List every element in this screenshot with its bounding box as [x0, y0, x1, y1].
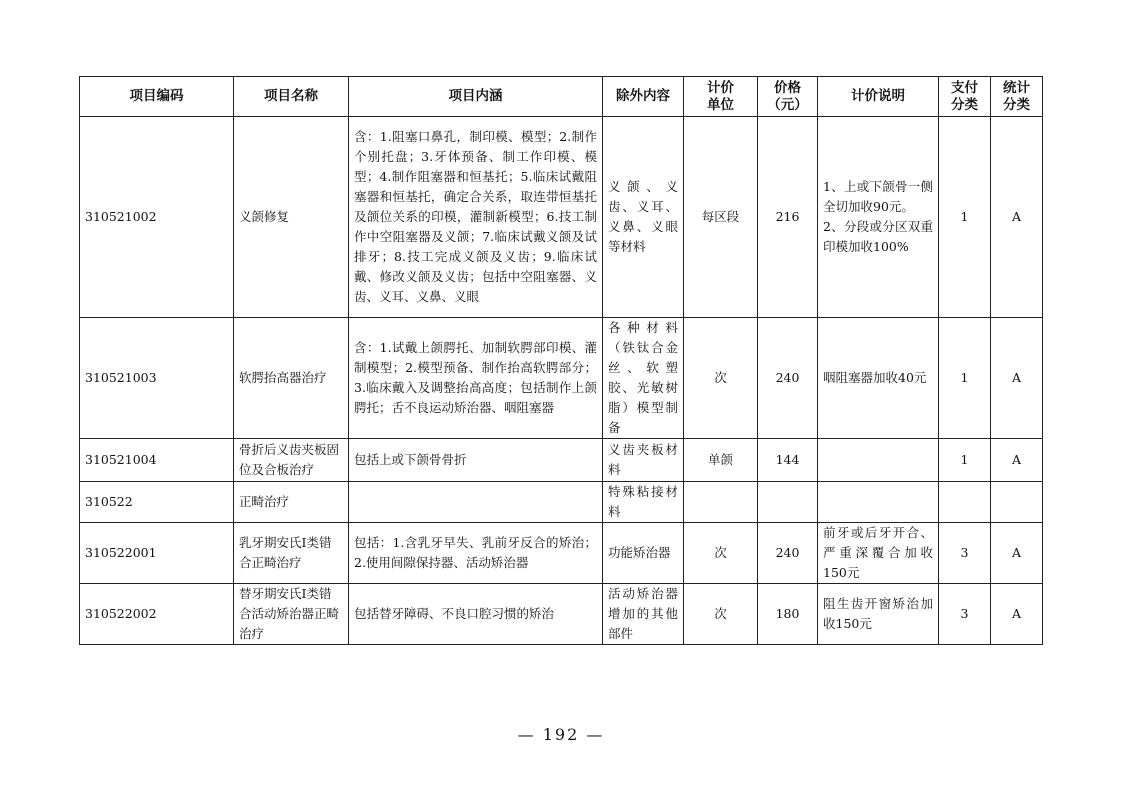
cell-code: 310521004 [80, 439, 234, 482]
header-stat-line1: 统计 [1003, 79, 1030, 96]
cell-pay: 3 [939, 584, 991, 645]
header-content: 项目内涵 [349, 77, 603, 117]
cell-code: 310521002 [80, 117, 234, 318]
cell-name: 骨折后义齿夹板固位及合板治疗 [234, 439, 349, 482]
cell-unit: 单颌 [684, 439, 758, 482]
cell-pay [939, 482, 991, 523]
cell-note: 前牙或后牙开合、严重深覆合加收150元 [818, 523, 939, 584]
table-row [80, 584, 1043, 645]
header-unit [684, 77, 758, 117]
cell-content: 包括上或下颌骨骨折 [349, 439, 603, 482]
cell-content: 包括替牙障碍、不良口腔习惯的矫治 [349, 584, 603, 645]
cell-code: 310522 [80, 482, 234, 523]
header-pay [939, 77, 991, 117]
cell-price: 216 [758, 117, 818, 318]
cell-exclusions: 特殊粘接材料 [603, 482, 684, 523]
cell-code: 310522002 [80, 584, 234, 645]
cell-exclusions: 义齿夹板材料 [603, 439, 684, 482]
header-unit-line2: 单位 [707, 96, 734, 113]
cell-pay: 1 [939, 439, 991, 482]
cell-content [349, 482, 603, 523]
cell-stat: A [991, 584, 1043, 645]
table-row [80, 482, 1043, 523]
table-row [80, 318, 1043, 439]
header-stat-line2: 分类 [1003, 96, 1030, 113]
header-price-line1: 价格 [774, 79, 801, 96]
cell-name: 替牙期安氏Ⅰ类错合活动矫治器正畸治疗 [234, 584, 349, 645]
cell-name: 乳牙期安氏Ⅰ类错合正畸治疗 [234, 523, 349, 584]
header-price [758, 77, 818, 117]
cell-unit: 次 [684, 523, 758, 584]
header-pay-line1: 支付 [951, 79, 978, 96]
cell-stat: A [991, 318, 1043, 439]
cell-unit: 次 [684, 318, 758, 439]
page-number: — 192 — [517, 725, 605, 744]
table-row [80, 117, 1043, 318]
cell-price: 240 [758, 523, 818, 584]
cell-note: 1、上或下颌骨一侧全切加收90元。 2、分段或分区双重印模加收100% [818, 117, 939, 318]
cell-exclusions: 活动矫治器增加的其他部件 [603, 584, 684, 645]
cell-stat: A [991, 523, 1043, 584]
header-name: 项目名称 [234, 77, 349, 117]
cell-name: 软腭抬高器治疗 [234, 318, 349, 439]
header-price-line2: （元） [767, 96, 808, 113]
header-note: 计价说明 [818, 77, 939, 117]
cell-name: 义颌修复 [234, 117, 349, 318]
cell-pay: 3 [939, 523, 991, 584]
cell-note [818, 482, 939, 523]
cell-unit: 每区段 [684, 117, 758, 318]
header-unit-line1: 计价 [707, 79, 734, 96]
header-code: 项目编码 [80, 77, 234, 117]
cell-content: 含：1.阻塞口鼻孔，制印模、模型；2.制作个别托盘；3.牙体预备、制工作印模、模型；4.制作阻塞器和恒基托；5.临床试戴阻塞器和恒基托，确定合关系，取连带恒基托及颌位关系的印模，灌制新模型；6.技工制作中空阻塞器及义颌；7.临床试戴义颌及试排牙；8.技工完成义颌及义齿；9.临床试戴、修改义颌及义齿；包括中空阻塞器、义齿、义耳、义鼻、义眼 [349, 117, 603, 318]
cell-exclusions: 功能矫治器 [603, 523, 684, 584]
cell-code: 310522001 [80, 523, 234, 584]
cell-exclusions: 义颌、义齿、义耳、义鼻、义眼等材料 [603, 117, 684, 318]
cell-unit: 次 [684, 584, 758, 645]
cell-name: 正畸治疗 [234, 482, 349, 523]
cell-code: 310521003 [80, 318, 234, 439]
header-pay-line2: 分类 [951, 96, 978, 113]
cell-unit [684, 482, 758, 523]
table-row [80, 439, 1043, 482]
cell-note: 咽阻塞器加收40元 [818, 318, 939, 439]
cell-pay: 1 [939, 117, 991, 318]
cell-note: 阻生齿开窗矫治加收150元 [818, 584, 939, 645]
cell-exclusions: 各种材料（铁钛合金丝、软塑胶、光敏树脂）模型制备 [603, 318, 684, 439]
cell-price: 240 [758, 318, 818, 439]
cell-content: 包括：1.含乳牙早失、乳前牙反合的矫治；2.使用间隙保持器、活动矫治器 [349, 523, 603, 584]
cell-stat: A [991, 117, 1043, 318]
cell-note [818, 439, 939, 482]
header-stat [991, 77, 1043, 117]
cell-stat: A [991, 439, 1043, 482]
cell-content: 含：1.试戴上颌腭托、加制软腭部印模、灌制模型；2.模型预备、制作抬高软腭部分；3.临床戴入及调整抬高高度；包括制作上颌腭托；舌不良运动矫治器、咽阻塞器 [349, 318, 603, 439]
cell-stat [991, 482, 1043, 523]
header-exclusions: 除外内容 [603, 77, 684, 117]
cell-price: 144 [758, 439, 818, 482]
fee-schedule-table [79, 76, 1043, 645]
cell-pay: 1 [939, 318, 991, 439]
cell-price: 180 [758, 584, 818, 645]
header-row [80, 77, 1043, 117]
cell-price [758, 482, 818, 523]
table-row [80, 523, 1043, 584]
